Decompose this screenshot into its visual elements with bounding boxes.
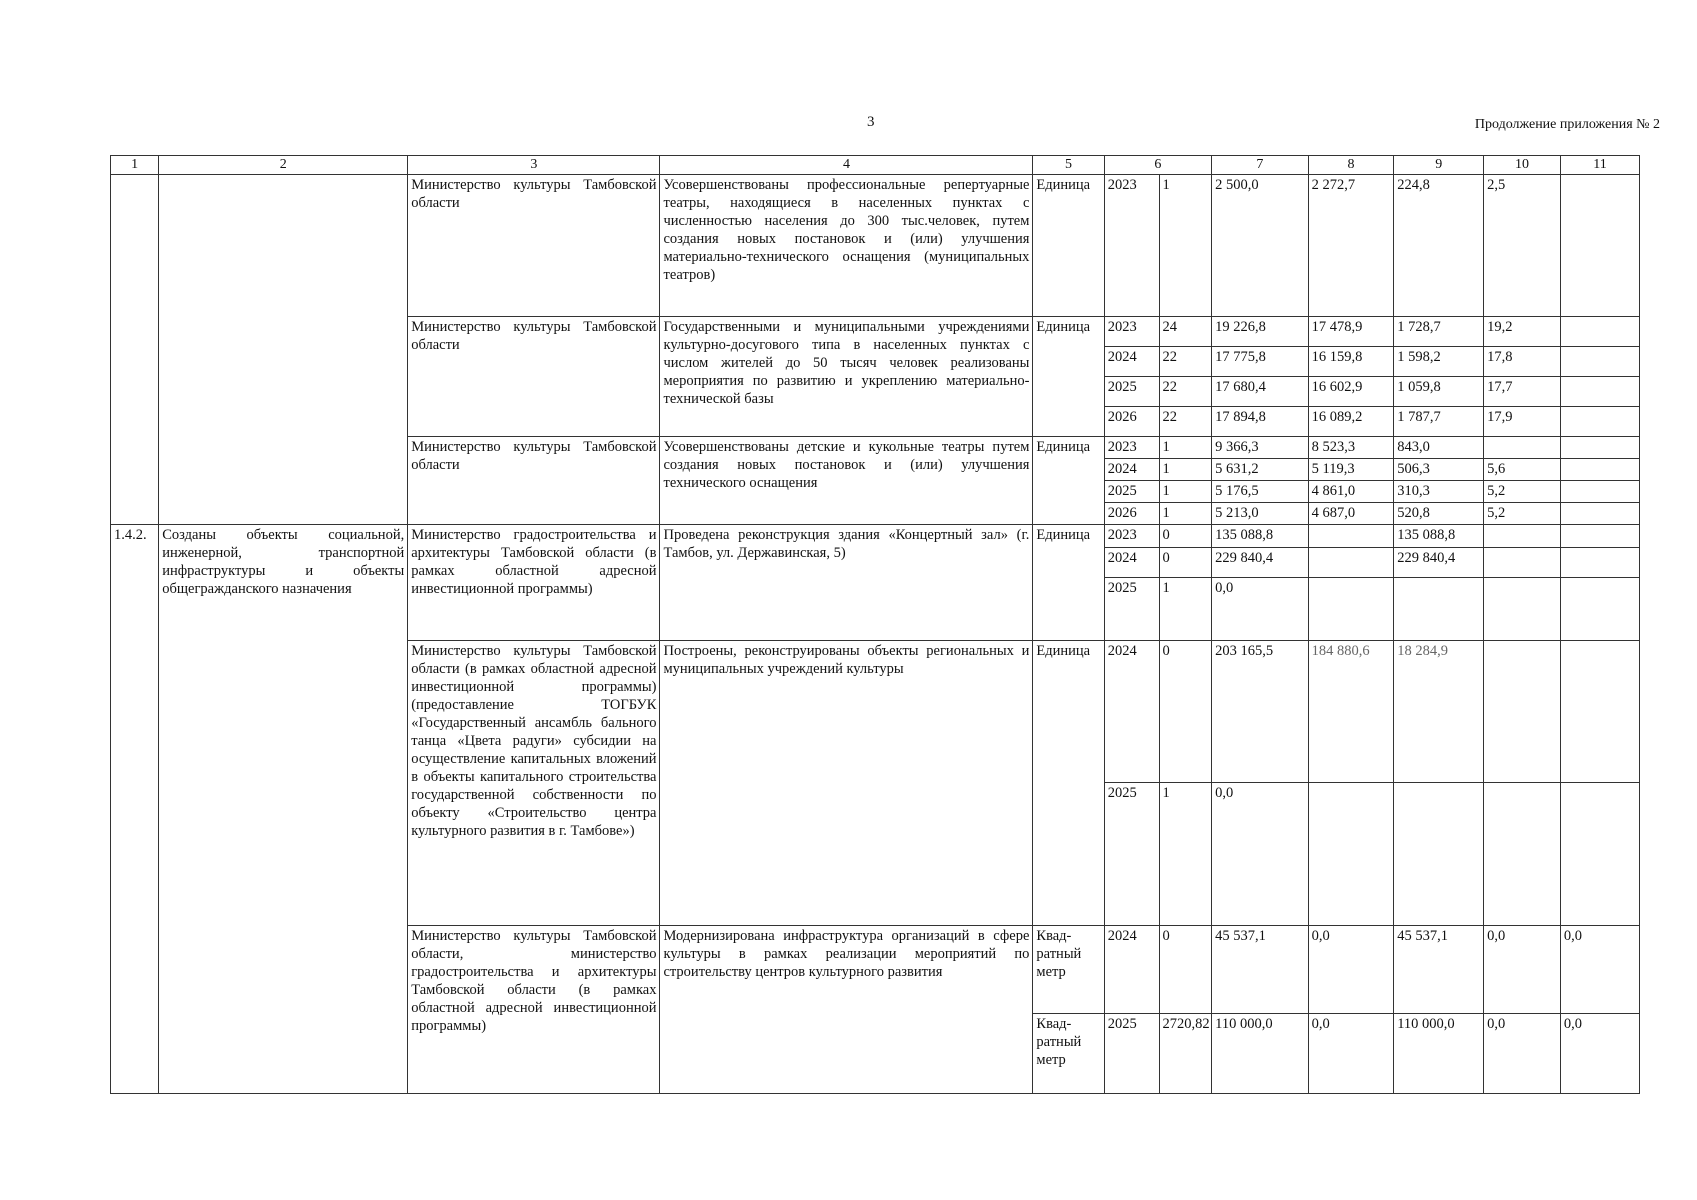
value-col9: [1394, 578, 1484, 641]
value-col9: 18 284,9: [1394, 641, 1484, 783]
value-col7: 135 088,8: [1212, 525, 1309, 548]
col-header-10: 10: [1484, 156, 1561, 175]
value-col10: [1484, 437, 1561, 459]
col-header-9: 9: [1394, 156, 1484, 175]
value-col8: 16 089,2: [1308, 407, 1394, 437]
qty-cell: 22: [1159, 347, 1212, 377]
executor-cell: Министерство градостроительства и архитектуры Тамбовской области (в рамках областной адресной инвестиционной программы): [408, 525, 660, 641]
year-cell: 2023: [1104, 175, 1159, 317]
col-header-3: 3: [408, 156, 660, 175]
section-title: Созданы объекты социальной, инженерной, транспортной инфраструктуры и объекты общегражданского назначения: [159, 525, 408, 1094]
year-cell: 2026: [1104, 407, 1159, 437]
value-col8: [1308, 578, 1394, 641]
column-number-row: [111, 156, 1640, 175]
value-col10: 0,0: [1484, 1014, 1561, 1094]
value-col11: [1560, 783, 1639, 926]
value-col8: 4 687,0: [1308, 503, 1394, 525]
col-header-2: 2: [159, 156, 408, 175]
value-col10: [1484, 578, 1561, 641]
year-cell: 2024: [1104, 926, 1159, 1014]
value-col9: 310,3: [1394, 481, 1484, 503]
value-col9: 1 598,2: [1394, 347, 1484, 377]
value-col7: 203 165,5: [1212, 641, 1309, 783]
table-row: [111, 525, 1640, 548]
year-cell: 2023: [1104, 437, 1159, 459]
value-col10: 17,7: [1484, 377, 1561, 407]
result-cell: Государственными и муниципальными учреждениями культурно-досугового типа в населенных пунктах с числом жителей до 50 тысяч человек реализованы мероприятия по развитию и укреплению материально-технической базы: [660, 317, 1033, 437]
year-cell: 2025: [1104, 578, 1159, 641]
year-cell: 2024: [1104, 347, 1159, 377]
table-row: [111, 175, 1640, 317]
unit-cell: Единица: [1033, 317, 1104, 437]
value-col8: [1308, 548, 1394, 578]
value-col7: 110 000,0: [1212, 1014, 1309, 1094]
appendix-continuation-note: Продолжение приложения № 2: [1474, 117, 1660, 132]
value-col10: [1484, 525, 1561, 548]
value-col9: [1394, 783, 1484, 926]
value-col9: 1 059,8: [1394, 377, 1484, 407]
result-cell: Усовершенствованы профессиональные репертуарные театры, находящиеся в населенных пунктах с численностью населения до 300 тыс.человек, путем создания новых постановок и (или) улучшения материально-технического оснащения (муниципальных театров): [660, 175, 1033, 317]
value-col10: 19,2: [1484, 317, 1561, 347]
executor-cell: Министерство культуры Тамбовской области: [408, 317, 660, 437]
value-col10: 17,8: [1484, 347, 1561, 377]
number-cell-empty: [111, 175, 159, 525]
value-col8: 17 478,9: [1308, 317, 1394, 347]
year-cell: 2025: [1104, 783, 1159, 926]
year-cell: 2025: [1104, 481, 1159, 503]
value-col8: 5 119,3: [1308, 459, 1394, 481]
value-col11: [1560, 459, 1639, 481]
value-col7: 17 680,4: [1212, 377, 1309, 407]
executor-cell: Министерство культуры Тамбовской области, министерство градостроительства и архитектуры Тамбовской области (в рамках областной адресной инвестиционной программы): [408, 926, 660, 1094]
year-cell: 2024: [1104, 641, 1159, 783]
qty-cell: 1: [1159, 783, 1212, 926]
value-col8: [1308, 525, 1394, 548]
value-col7: 17 894,8: [1212, 407, 1309, 437]
value-col7: 5 213,0: [1212, 503, 1309, 525]
value-col8: 16 159,8: [1308, 347, 1394, 377]
value-col7: 17 775,8: [1212, 347, 1309, 377]
value-col10: 0,0: [1484, 926, 1561, 1014]
value-col8: 2 272,7: [1308, 175, 1394, 317]
col-header-8: 8: [1308, 156, 1394, 175]
value-col8: [1308, 783, 1394, 926]
value-col11: [1560, 578, 1639, 641]
value-col10: [1484, 548, 1561, 578]
value-col7: 229 840,4: [1212, 548, 1309, 578]
value-col9: 506,3: [1394, 459, 1484, 481]
value-col11: 0,0: [1560, 1014, 1639, 1094]
value-col10: [1484, 783, 1561, 926]
value-col11: [1560, 317, 1639, 347]
value-col8: 184 880,6: [1308, 641, 1394, 783]
value-col11: [1560, 175, 1639, 317]
col-header-7: 7: [1212, 156, 1309, 175]
year-cell: 2026: [1104, 503, 1159, 525]
value-col8: 0,0: [1308, 1014, 1394, 1094]
unit-cell: Единица: [1033, 437, 1104, 525]
qty-cell: 2720,82: [1159, 1014, 1212, 1094]
value-col9: 110 000,0: [1394, 1014, 1484, 1094]
qty-cell: 24: [1159, 317, 1212, 347]
qty-cell: 1: [1159, 578, 1212, 641]
value-col7: 5 631,2: [1212, 459, 1309, 481]
value-col7: 45 537,1: [1212, 926, 1309, 1014]
value-col9: 1 787,7: [1394, 407, 1484, 437]
executor-cell: Министерство культуры Тамбовской области (в рамках областной адресной инвестиционной программы) (предоставление ТОГБУК «Государственный ансамбль бального танца «Цвета радуги» субсидии на осуществление капитальных вложений в объекты капитального строительства государственной собственности по объекту «Строительство центра культурного развития в г. Тамбове»): [408, 641, 660, 926]
value-col7: 0,0: [1212, 783, 1309, 926]
qty-cell: 0: [1159, 926, 1212, 1014]
unit-cell: Единица: [1033, 641, 1104, 926]
value-col10: 2,5: [1484, 175, 1561, 317]
value-col11: [1560, 347, 1639, 377]
qty-cell: 22: [1159, 377, 1212, 407]
value-col10: 17,9: [1484, 407, 1561, 437]
year-cell: 2025: [1104, 377, 1159, 407]
value-col7: 0,0: [1212, 578, 1309, 641]
year-cell: 2025: [1104, 1014, 1159, 1094]
value-col8: 16 602,9: [1308, 377, 1394, 407]
col-header-5: 5: [1033, 156, 1104, 175]
executor-cell: Министерство культуры Тамбовской области: [408, 175, 660, 317]
qty-cell: 1: [1159, 481, 1212, 503]
value-col10: [1484, 641, 1561, 783]
executor-cell: Министерство культуры Тамбовской области: [408, 437, 660, 525]
qty-cell: 1: [1159, 175, 1212, 317]
qty-cell: 0: [1159, 525, 1212, 548]
unit-cell: Квад-ратный метр: [1033, 926, 1104, 1014]
unit-cell: Единица: [1033, 175, 1104, 317]
value-col9: 229 840,4: [1394, 548, 1484, 578]
year-cell: 2023: [1104, 317, 1159, 347]
value-col11: 0,0: [1560, 926, 1639, 1014]
value-col8: 0,0: [1308, 926, 1394, 1014]
value-col7: 5 176,5: [1212, 481, 1309, 503]
value-col11: [1560, 548, 1639, 578]
value-col11: [1560, 437, 1639, 459]
value-col9: 1 728,7: [1394, 317, 1484, 347]
value-col10: 5,2: [1484, 503, 1561, 525]
value-col11: [1560, 481, 1639, 503]
value-col11: [1560, 525, 1639, 548]
value-col9: 520,8: [1394, 503, 1484, 525]
year-cell: 2024: [1104, 459, 1159, 481]
result-cell: Проведена реконструкция здания «Концертный зал» (г. Тамбов, ул. Державинская, 5): [660, 525, 1033, 641]
value-col7: 19 226,8: [1212, 317, 1309, 347]
title-cell-empty: [159, 175, 408, 525]
page-number: 3: [867, 114, 875, 130]
value-col11: [1560, 407, 1639, 437]
col-header-1: 1: [111, 156, 159, 175]
qty-cell: 1: [1159, 503, 1212, 525]
result-cell: Модернизирована инфраструктура организаций в сфере культуры в рамках реализации мероприятий по строительству центров культурного развития: [660, 926, 1033, 1094]
value-col8: 8 523,3: [1308, 437, 1394, 459]
unit-cell: Единица: [1033, 525, 1104, 641]
value-col9: 843,0: [1394, 437, 1484, 459]
qty-cell: 1: [1159, 459, 1212, 481]
qty-cell: 0: [1159, 548, 1212, 578]
unit-cell: Квад-ратный метр: [1033, 1014, 1104, 1094]
col-header-6: 6: [1104, 156, 1211, 175]
qty-cell: 0: [1159, 641, 1212, 783]
value-col7: 2 500,0: [1212, 175, 1309, 317]
year-cell: 2024: [1104, 548, 1159, 578]
value-col11: [1560, 641, 1639, 783]
value-col11: [1560, 377, 1639, 407]
value-col8: 4 861,0: [1308, 481, 1394, 503]
value-col9: 45 537,1: [1394, 926, 1484, 1014]
result-cell: Усовершенствованы детские и кукольные театры путем создания новых постановок и (или) улучшения технического оснащения: [660, 437, 1033, 525]
result-cell: Построены, реконструированы объекты региональных и муниципальных учреждений культуры: [660, 641, 1033, 926]
value-col7: 9 366,3: [1212, 437, 1309, 459]
appendix-table: [110, 155, 1640, 1094]
qty-cell: 1: [1159, 437, 1212, 459]
value-col10: 5,2: [1484, 481, 1561, 503]
value-col11: [1560, 503, 1639, 525]
col-header-11: 11: [1560, 156, 1639, 175]
value-col10: 5,6: [1484, 459, 1561, 481]
value-col9: 135 088,8: [1394, 525, 1484, 548]
section-number: 1.4.2.: [111, 525, 159, 1094]
col-header-4: 4: [660, 156, 1033, 175]
qty-cell: 22: [1159, 407, 1212, 437]
value-col9: 224,8: [1394, 175, 1484, 317]
year-cell: 2023: [1104, 525, 1159, 548]
